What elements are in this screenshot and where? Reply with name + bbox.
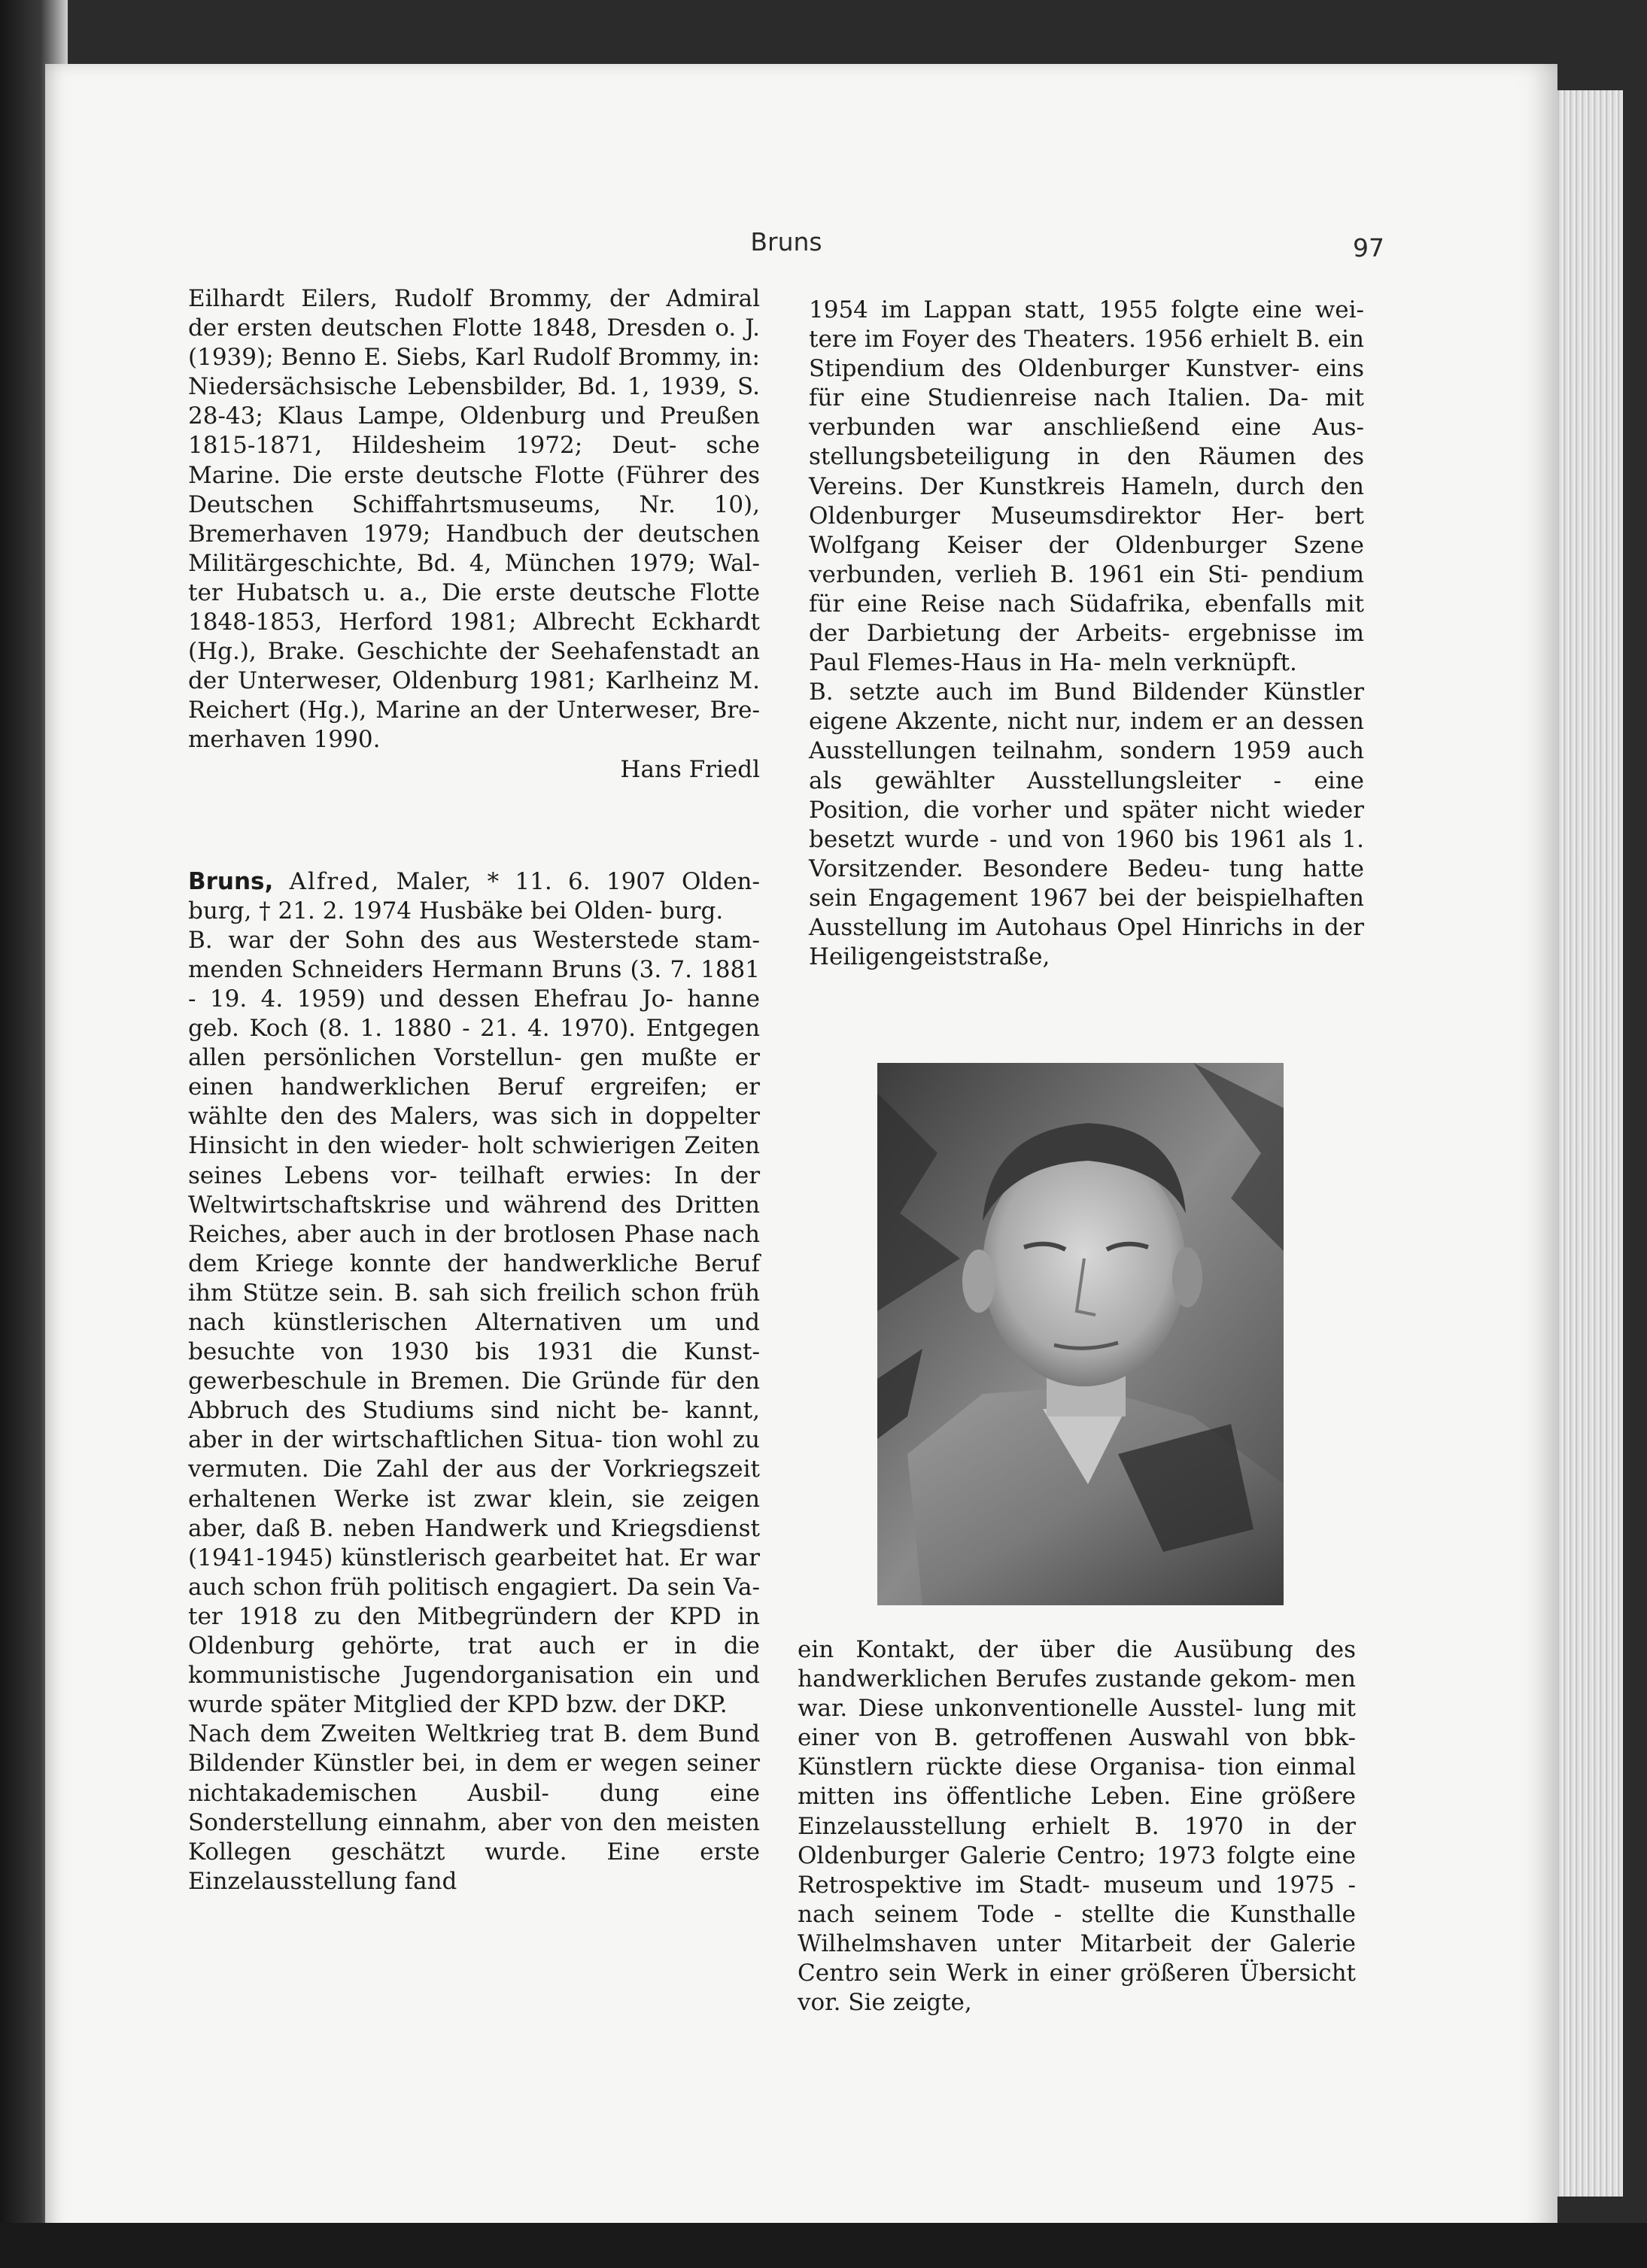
left-column <box>188 284 760 1896</box>
entry-heading <box>188 867 760 926</box>
text-line: gewerbeschule in Bremen. Die Gründe für <box>188 1368 706 1395</box>
text-line: 1961 als 1. Vorsitzender. Besondere Bedeu- <box>809 825 1365 882</box>
text-line: auch in der brotlosen Phase nach dem <box>188 1220 760 1277</box>
text-line: tere im Foyer des Theaters. 1956 erhielt B. <box>809 326 1320 354</box>
text-line: Militärgeschichte, Bd. 4, München 1979; Wal- <box>188 549 760 577</box>
text-line: hanne geb. Koch (8. 1. 1880 - 21. 4. 1970). <box>188 985 760 1043</box>
text-line: 1881 - 19. 4. 1959) und dessen Ehefrau Jo- <box>188 955 760 1013</box>
paragraph <box>798 1635 1356 2018</box>
text-line: der DKP. <box>625 1691 728 1719</box>
text-line: früh nach künstlerischen Alternativen um <box>188 1279 760 1336</box>
text-line: Opel Hinrichs in der Heiligengeiststraße, <box>809 913 1365 971</box>
text-line: bert Wolfgang Keiser der Oldenburger <box>809 502 1364 559</box>
page-number: 97 <box>1353 233 1384 263</box>
text-line: ter 1918 zu den Mitbegründern der KPD in <box>188 1602 760 1630</box>
text-line: und besuchte von 1930 bis 1931 die Kunst- <box>188 1309 761 1366</box>
text-line: kommunistische Jugendorganisation ein <box>188 1662 693 1690</box>
entry-spacer <box>188 785 760 867</box>
text-line: Eine größere Einzelausstellung erhielt B. <box>798 1783 1356 1840</box>
text-line: Bremerhaven 1979; Handbuch der deutschen <box>188 520 760 548</box>
text-line: Preußen 1815-1871, Hildesheim 1972; Deut- <box>188 402 760 460</box>
text-line: künstlerisch gearbeitet hat. Er war auch <box>188 1544 760 1601</box>
text-line: den Oldenburger Museumsdirektor Her- <box>809 472 1364 530</box>
text-line: der Unterweser, Oldenburg 1981; Karlheinz M. <box>188 667 760 695</box>
text-line: Vereins. Der Kunstkreis Hameln, durch <box>809 472 1305 500</box>
text-line: mit verbunden war anschließend eine Aus- <box>809 384 1364 442</box>
text-line: 1939, S. 28-43; Klaus Lampe, Oldenburg und <box>188 373 761 430</box>
text-line: schon früh politisch engagiert. Da sein Va- <box>253 1573 760 1601</box>
text-line: und wurde später Mitglied der KPD bzw. <box>188 1662 760 1719</box>
text-line: B. setzte auch im Bund Bildender Künstler <box>809 679 1364 706</box>
entry-first-name: Alfred, <box>289 867 381 895</box>
text-line: ergreifen; er wählte den des Malers, was <box>188 1073 760 1131</box>
text-line: 1848-1853, Herford 1981; Albrecht Eckhardt <box>188 609 760 636</box>
text-line: stellte die Kunsthalle Wilhelmshaven unter <box>798 1900 1356 1957</box>
author-signature: Hans Friedl <box>620 755 760 783</box>
portrait-photo <box>877 1063 1284 1605</box>
entry-name: Bruns, <box>188 867 274 895</box>
text-line: tion einmal mitten ins öffentliche Leben. <box>798 1753 1357 1811</box>
text-line: von bbk-Künstlern rückte diese Organisa- <box>798 1724 1356 1781</box>
text-line: sich in doppelter Hinsicht in den wieder- <box>188 1103 760 1160</box>
text-line: Mitarbeit der Galerie Centro sein Werk in <box>798 1929 1356 1987</box>
text-line: wegen seiner nichtakademischen Ausbil- <box>188 1750 760 1807</box>
text-line: den Abbruch des Studiums sind nicht be- <box>188 1368 760 1425</box>
text-line: Kriege konnte der handwerkliche Beruf <box>255 1249 760 1277</box>
text-line: 1973 folgte eine Retrospektive im Stadt- <box>798 1841 1356 1899</box>
text-line: 1970 in der Oldenburger Galerie Centro; <box>798 1812 1357 1869</box>
text-line: des Deutschen Schiffahrtsmuseums, Nr. 10), <box>188 461 760 518</box>
text-line: dung eine Sonderstellung einnahm, aber <box>188 1779 760 1836</box>
text-line: - eine Position, die vorher und später nicht <box>809 767 1365 824</box>
text-line: Szene verbunden, verlieh B. 1961 ein Sti- <box>809 531 1364 588</box>
text-line: ein Kontakt, der über die Ausübung des <box>798 1636 1356 1663</box>
right-column-bottom <box>798 1635 1356 2018</box>
text-line: Eilhardt Eilers, Rudolf Brommy, der Admiral <box>188 285 760 312</box>
text-line: (1939); Benno E. Siebs, Karl Rudolf Brommy, <box>188 344 722 372</box>
text-line: und während des Dritten Reiches, aber <box>188 1191 760 1248</box>
text-line: tion wohl zu vermuten. Die Zahl der aus <box>188 1426 760 1483</box>
paragraph <box>188 1720 760 1896</box>
text-line: in: Niedersächsische Lebensbilder, Bd. 1, <box>188 344 760 401</box>
text-line: 1959 auch als gewählter Ausstellungsleiter <box>809 737 1364 794</box>
text-line: dessen Ausstellungen teilnahm, sondern <box>809 708 1364 765</box>
text-line: Bund Bildender Künstler bei, in dem er <box>188 1720 760 1778</box>
text-line: men war. Diese unkonventionelle Ausstel- <box>798 1665 1356 1723</box>
text-line: B. war der Sohn des aus Westerstede stam- <box>188 926 760 954</box>
text-line: teilhaft erwies: In der Weltwirtschaftskrise <box>188 1161 761 1219</box>
text-line: ihm Stütze sein. B. sah sich freilich schon <box>188 1279 700 1307</box>
text-line: menden Schneiders Hermann Bruns (3. 7. <box>188 955 692 983</box>
text-line: stellungsbeteiligung in den Räumen des <box>809 443 1364 471</box>
scan-background-bottom <box>0 2223 1647 2268</box>
running-head: Bruns <box>750 227 822 257</box>
text-line: merhaven 1990. <box>188 726 381 754</box>
text-line: ein Stipendium des Oldenburger Kunstver- <box>809 326 1364 383</box>
text-line: gen mußte er einen handwerklichen Beruf <box>188 1044 760 1101</box>
text-line: Nach dem Zweiten Weltkrieg trat B. dem <box>188 1720 688 1748</box>
text-line: wurde. Eine erste Einzelausstellung fand <box>188 1838 760 1895</box>
text-line: Reichert (Hg.), Marine an der Unterweser, Bre- <box>188 697 760 724</box>
entry-head-lines <box>188 868 760 925</box>
text-line: eins für eine Studienreise nach Italien. Da- <box>809 355 1365 412</box>
entry-body-left <box>188 926 760 1896</box>
text-line: burg. <box>659 897 724 925</box>
paragraph <box>188 926 760 1720</box>
text-line: Maler, * 11. 6. 1907 Olden- <box>396 867 760 895</box>
paragraph <box>809 296 1364 678</box>
text-line: museum und 1975 - nach seinem Tode - <box>798 1871 1356 1928</box>
paragraph <box>809 678 1364 972</box>
text-line: tung hatte sein Engagement 1967 bei der <box>809 855 1365 912</box>
text-line: beispielhaften Ausstellung im Autohaus <box>809 884 1364 941</box>
text-line: handwerklichen Berufes zustande gekom- <box>798 1665 1297 1693</box>
text-line: der Vorkriegszeit erhaltenen Werke ist <box>188 1456 760 1513</box>
text-line: meln verknüpft. <box>1108 649 1297 677</box>
text-line: Entgegen allen persönlichen Vorstellun- <box>188 1015 760 1072</box>
text-line: eigene Akzente, nicht nur, indem er an <box>809 708 1275 736</box>
text-line: ebenfalls mit der Darbietung der Arbeits- <box>809 590 1364 648</box>
text-line: lung mit einer von B. getroffenen Auswahl <box>798 1695 1356 1752</box>
text-line: ergebnisse im Paul Flemes-Haus in Ha- <box>809 620 1365 677</box>
text-line: der ersten deutschen Flotte 1848, Dresden o. J. <box>188 314 760 342</box>
bibliography <box>188 284 760 755</box>
text-line: Oldenburg gehörte, trat auch er in die <box>188 1632 760 1660</box>
text-line: kannt, aber in der wirtschaftlichen Situa- <box>188 1397 760 1454</box>
text-line: sche Marine. Die erste deutsche Flotte (Führer <box>188 432 760 489</box>
text-line: einer größeren Übersicht vor. Sie zeigte, <box>798 1960 1356 2017</box>
text-line: 1954 im Lappan statt, 1955 folgte eine wei- <box>809 296 1364 323</box>
text-line: pendium für eine Reise nach Südafrika, <box>809 560 1365 618</box>
text-line: wieder besetzt wurde - und von 1960 bis <box>809 796 1364 853</box>
text-line: von den meisten Kollegen geschätzt <box>188 1808 760 1866</box>
right-column-top <box>809 296 1364 972</box>
text-line: holt schwierigen Zeiten seines Lebens vor- <box>188 1132 760 1189</box>
text-line: burg, † 21. 2. 1974 Husbäke bei Olden- <box>188 897 653 925</box>
text-line: ter Hubatsch u. a., Die erste deutsche Flotte <box>188 578 760 606</box>
text-line: zwar klein, sie zeigen aber, daß B. neben <box>188 1485 760 1542</box>
text-line: (Hg.), Brake. Geschichte der Seehafenstadt an <box>188 638 760 666</box>
text-line: Handwerk und Kriegsdienst (1941-1945) <box>188 1514 760 1571</box>
